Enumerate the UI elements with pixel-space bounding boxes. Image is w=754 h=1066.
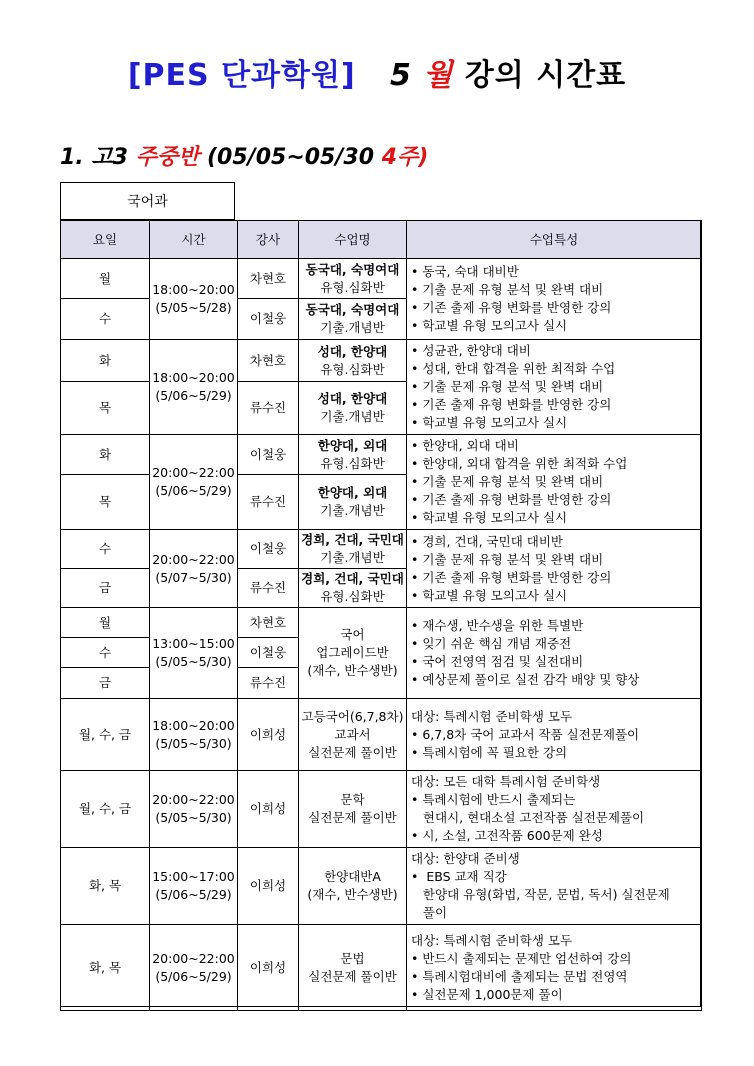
course-line: 문학	[340, 792, 365, 807]
course-cell	[299, 848, 407, 925]
time-cell	[150, 848, 238, 925]
teacher-cell: 이철웅	[238, 435, 299, 475]
course-type: 유형.심화반	[320, 589, 385, 604]
day-cell: 월	[61, 259, 150, 299]
feature-line: • 학교별 유형 모의고사 실시	[411, 587, 568, 603]
time-cell	[150, 530, 238, 608]
title-month-number: 5	[390, 58, 412, 93]
table-row	[61, 771, 702, 848]
time-range: 20:00~22:00	[152, 792, 235, 807]
course-line: 고등국어(6,7,8차)	[301, 708, 404, 724]
section-period: (05/05~05/30	[207, 145, 375, 170]
time-range: 15:00~17:00	[152, 869, 235, 884]
day-cell: 금	[61, 569, 150, 608]
department-label: 국어과	[60, 182, 235, 220]
feature-line: • 기존 출제 유형 변화를 반영한 강의	[411, 300, 612, 315]
feature-line: • 시, 소설, 고전작품 600문제 완성	[411, 828, 603, 843]
feature-cell	[407, 608, 702, 699]
feature-line: • 재수생, 반수생을 위한 특별반	[411, 618, 584, 633]
feature-cell	[407, 771, 702, 848]
course-line: 문법	[340, 950, 365, 966]
teacher-cell: 이희성	[238, 699, 299, 771]
course-line: 실전문제 풀이반	[308, 744, 397, 760]
day-cell: 화	[61, 340, 150, 382]
title-rest: 강의 시간표	[464, 58, 627, 93]
teacher-cell: 차현호	[238, 340, 299, 382]
teacher-cell: 류수진	[238, 382, 299, 435]
feature-line: • 6,7,8차 국어 교과서 작품 실전문제풀이	[411, 726, 640, 742]
feature-cell	[407, 925, 702, 1011]
table-row	[61, 848, 702, 925]
day-cell: 목	[61, 475, 150, 530]
title-month-unit: 월	[423, 58, 454, 93]
header-teacher: 강사	[238, 221, 299, 259]
time-cell	[150, 771, 238, 848]
day-cell: 화, 목	[61, 925, 150, 1011]
time-range: 20:00~22:00	[152, 950, 235, 966]
feature-line: • 경희, 건대, 국민대 대비반	[411, 533, 563, 549]
date-range: (5/06~5/29)	[155, 388, 232, 403]
feature-line: • 특례시험에 꼭 필요한 강의	[411, 744, 568, 760]
feature-line: • 특례시험에 반드시 출제되는	[411, 792, 576, 807]
header-time: 시간	[150, 221, 238, 259]
course-cell	[299, 608, 407, 699]
course-name: 한양대, 외대	[317, 437, 388, 453]
title-academy: [PES 단과학원]	[127, 58, 356, 93]
course-name: 성대, 한양대	[317, 343, 388, 359]
date-range: (5/06~5/29)	[155, 887, 232, 902]
feature-cell	[407, 848, 702, 925]
feature-line: • 기존 출제 유형 변화를 반영한 강의	[411, 569, 612, 585]
teacher-cell: 류수진	[238, 475, 299, 530]
feature-line: • 한양대, 외대 합격을 위한 최적화 수업	[411, 456, 628, 471]
day-cell: 수	[61, 299, 150, 340]
day-cell: 월, 수, 금	[61, 699, 150, 771]
feature-line: • 기출 문제 유형 분석 및 완벽 대비	[411, 474, 604, 489]
feature-line: 한양대 유형(화법, 작문, 문법, 독서) 실전문제	[411, 887, 670, 902]
course-cell	[299, 530, 407, 569]
course-line: 실전문제 풀이반	[308, 968, 397, 984]
feature-line: • 기출 문제 유형 분석 및 완벽 대비	[411, 551, 604, 567]
section-heading	[60, 140, 428, 171]
feature-line: • 반드시 출제되는 문제만 엄선하여 강의	[411, 950, 632, 966]
day-cell: 목	[61, 382, 150, 435]
date-range: (5/05~5/30)	[155, 735, 232, 751]
feature-line: • 한양대, 외대 대비	[411, 438, 519, 453]
course-line: 국어	[340, 627, 365, 642]
day-cell: 월, 수, 금	[61, 771, 150, 848]
feature-line: • 성대, 한대 합격을 위한 최적화 수업	[411, 361, 616, 376]
table-row	[61, 925, 702, 1011]
course-cell	[299, 259, 407, 299]
teacher-cell: 이희성	[238, 848, 299, 925]
time-cell	[150, 608, 238, 699]
feature-line: 대상: 특례시험 준비학생 모두	[411, 708, 573, 724]
course-name: 성대, 한양대	[317, 391, 388, 407]
date-range: (5/07~5/30)	[155, 569, 232, 585]
feature-cell	[407, 340, 702, 435]
header-row	[61, 221, 702, 259]
course-line: 업그레이드반	[316, 645, 389, 660]
section-prefix: 1. 고3	[60, 145, 128, 170]
feature-line: 대상: 한양대 준비생	[411, 851, 520, 866]
time-range: 18:00~20:00	[152, 282, 235, 297]
header-course: 수업명	[299, 221, 407, 259]
course-type: 기출.개념반	[320, 503, 385, 518]
course-line: (재수, 반수생반)	[307, 663, 398, 678]
course-type: 기출.개념반	[320, 409, 385, 425]
teacher-cell: 차현호	[238, 259, 299, 299]
course-name: 동국대, 숙명여대	[305, 302, 400, 317]
course-type: 유형.심화반	[320, 361, 385, 377]
table-row	[61, 340, 702, 382]
time-cell	[150, 925, 238, 1011]
header-day: 요일	[61, 221, 150, 259]
course-cell	[299, 340, 407, 382]
day-cell: 화	[61, 435, 150, 475]
feature-line: • 학교별 유형 모의고사 실시	[411, 510, 568, 525]
day-cell: 수	[61, 638, 150, 668]
course-cell	[299, 925, 407, 1011]
day-cell: 화, 목	[61, 848, 150, 925]
table-row	[61, 699, 702, 771]
teacher-cell: 이철웅	[238, 530, 299, 569]
course-type: 기출.개념반	[320, 320, 385, 335]
day-cell: 수	[61, 530, 150, 569]
time-cell	[150, 340, 238, 435]
time-range: 18:00~20:00	[152, 370, 235, 385]
time-range: 18:00~20:00	[152, 717, 235, 733]
course-cell	[299, 475, 407, 530]
course-name: 경희, 건대, 국민대	[301, 571, 404, 586]
time-range: 13:00~15:00	[152, 636, 235, 651]
page-title	[0, 50, 754, 94]
date-range: (5/05~5/30)	[155, 654, 232, 669]
feature-cell	[407, 530, 702, 608]
feature-line: • 동국, 숙대 대비반	[411, 264, 519, 279]
date-range: (5/05~5/30)	[155, 810, 232, 825]
course-name: 동국대, 숙명여대	[305, 261, 400, 277]
date-range: (5/06~5/29)	[155, 483, 232, 498]
teacher-cell: 차현호	[238, 608, 299, 638]
time-cell	[150, 699, 238, 771]
feature-line: • 기출 문제 유형 분석 및 완벽 대비	[411, 282, 604, 297]
course-cell	[299, 771, 407, 848]
feature-line: • 기출 문제 유형 분석 및 완벽 대비	[411, 379, 604, 394]
course-type: 기출.개념반	[320, 550, 385, 565]
course-line: 교과서	[334, 726, 371, 742]
feature-line: 대상: 특례시험 준비학생 모두	[411, 932, 573, 948]
feature-line: • 학교별 유형 모의고사 실시	[411, 318, 568, 333]
course-line: (재수, 반수생반)	[307, 887, 398, 902]
course-cell	[299, 699, 407, 771]
table-row	[61, 435, 702, 475]
feature-line: • EBS 교재 직강	[411, 869, 507, 884]
teacher-cell: 이철웅	[238, 299, 299, 340]
course-cell	[299, 382, 407, 435]
section-weeks: 4주)	[381, 145, 429, 170]
teacher-cell: 류수진	[238, 569, 299, 608]
time-range: 20:00~22:00	[152, 551, 235, 567]
feature-line: • 실전문제 1,000문제 풀이	[411, 986, 563, 1002]
course-name: 한양대, 외대	[317, 485, 388, 500]
feature-line: • 기존 출제 유형 변화를 반영한 강의	[411, 397, 612, 412]
teacher-cell: 류수진	[238, 668, 299, 699]
teacher-cell: 이희성	[238, 771, 299, 848]
feature-line: 대상: 모든 대학 특례시험 준비학생	[411, 774, 601, 789]
feature-line: • 학교별 유형 모의고사 실시	[411, 415, 568, 430]
course-type: 유형.심화반	[320, 279, 385, 295]
feature-line: • 기존 출제 유형 변화를 반영한 강의	[411, 492, 612, 507]
course-name: 경희, 건대, 국민대	[301, 532, 404, 547]
teacher-cell: 이희성	[238, 925, 299, 1011]
table-row	[61, 259, 702, 299]
feature-line: • 특례시험대비에 출제되는 문법 전영역	[411, 968, 628, 984]
time-cell	[150, 259, 238, 340]
feature-cell	[407, 699, 702, 771]
course-cell	[299, 435, 407, 475]
feature-line: 풀이	[411, 905, 448, 920]
date-range: (5/05~5/28)	[155, 300, 232, 315]
header-feature: 수업특성	[407, 221, 702, 259]
section-class-name: 주중반	[135, 145, 200, 170]
course-cell	[299, 299, 407, 340]
feature-line: • 국어 전영역 점검 및 실전대비	[411, 654, 584, 669]
table-row	[61, 608, 702, 638]
course-line: 실전문제 풀이반	[308, 810, 397, 825]
time-cell	[150, 435, 238, 530]
feature-line: • 잊기 쉬운 핵심 개념 재중전	[411, 636, 572, 651]
course-type: 유형.심화반	[320, 455, 385, 471]
course-line: 한양대반A	[324, 869, 381, 884]
course-cell	[299, 569, 407, 608]
feature-line: 현대시, 현대소설 고전작품 실전문제풀이	[411, 810, 645, 825]
date-range: (5/06~5/29)	[155, 968, 232, 984]
time-range: 20:00~22:00	[152, 465, 235, 480]
feature-cell	[407, 435, 702, 530]
feature-cell	[407, 259, 702, 340]
schedule-table	[60, 220, 702, 1011]
feature-line: • 성균관, 한양대 대비	[411, 343, 531, 358]
table-row	[61, 530, 702, 569]
day-cell: 금	[61, 668, 150, 699]
day-cell: 월	[61, 608, 150, 638]
teacher-cell: 이철웅	[238, 638, 299, 668]
feature-line: • 예상문제 풀이로 실전 감각 배양 및 향상	[411, 672, 640, 687]
